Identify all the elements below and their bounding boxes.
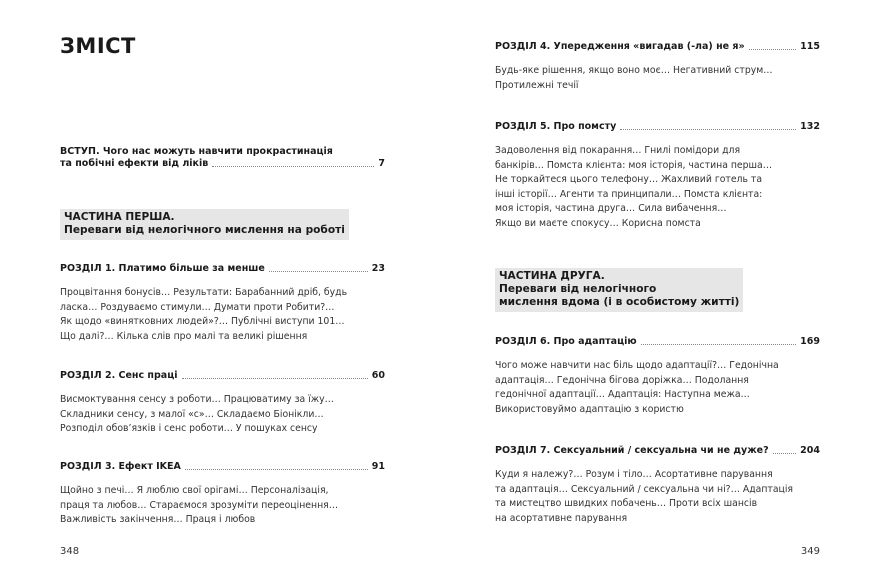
subsection-line: Куди я належу?… Розум і тіло… Асортативне парування — [495, 469, 773, 480]
subsection-line: Задоволення від покарання… Гнилі помідори для — [495, 145, 741, 156]
subsection-line: Протилежні течії — [495, 79, 579, 91]
page-number-right: 349 — [800, 546, 820, 557]
chapter-title: РОЗДІЛ 5. Про помсту — [495, 121, 617, 132]
subsection-line: на асортативне парування — [495, 512, 628, 524]
chapter-title: РОЗДІЛ 1. Платимо більше за менше — [60, 263, 265, 274]
subsection-line: банкірів… Помста клієнта: моя історія, частина перша… — [495, 159, 773, 171]
subsection-line: праця та любов… Стараємося зрозуміти переоцінення… — [60, 499, 339, 511]
subsection-line: Висмоктування сенсу з роботи… Працюватиму за їжу… — [60, 394, 334, 405]
subsection-line: та мистецтво швидких побачень… Проти всіх шансів — [495, 498, 758, 510]
chapter-title: РОЗДІЛ 6. Про адаптацію — [495, 336, 637, 347]
subsection-line: Що далі?… Кілька слів про малі та великі рішення — [60, 330, 308, 342]
subsection-line: інші історії… Агенти та принципали… Помста клієнта: — [495, 188, 763, 200]
subsection-line: Складники сенсу, з малої «с»… Складаємо Біонікли… — [60, 408, 324, 420]
subsection-line: Щойно з печі… Я люблю свої орігамі… Персоналізація, — [60, 485, 329, 496]
chapter-heading — [60, 461, 385, 473]
intro-page-number: 7 — [378, 158, 385, 169]
subsection-line: Не торкайтеся цього телефону… Жахливий готель та — [495, 174, 763, 186]
chapter-heading — [495, 41, 820, 53]
toc-entry-chapter-1 — [60, 263, 385, 344]
chapter-page-number: 91 — [371, 461, 385, 472]
chapter-page-number: 204 — [800, 445, 820, 456]
chapter-title: РОЗДІЛ 4. Упередження «вигадав (-ла) не я» — [495, 41, 745, 52]
chapter-page-number: 60 — [371, 370, 385, 381]
chapter-subsections — [495, 468, 820, 526]
leader-dots — [185, 469, 368, 470]
leader-dots — [269, 271, 368, 272]
leader-dots — [620, 129, 796, 130]
toc-entry-chapter-4 — [495, 41, 820, 93]
subsection-line: Будь-яке рішення, якщо воно моє… Негативний струм… — [495, 65, 773, 76]
subsection-line: Як щодо «винятковних людей»?… Публічні виступи 101… — [60, 316, 345, 328]
intro-title-line-1: ВСТУП. Чого нас можуть навчити прокрастинація — [60, 146, 333, 157]
chapter-page-number: 169 — [800, 336, 820, 347]
toc-entry-chapter-6 — [495, 336, 820, 417]
chapter-subsections — [495, 144, 820, 232]
subsection-line: гедонічної адаптації… Адаптація: Наступна межа… — [495, 389, 750, 401]
leader-dots — [773, 453, 797, 454]
subsection-line: Використовуймо адаптацію з користю — [495, 403, 684, 415]
subsection-line: Процвітання бонусів… Результати: Барабанний дріб, будь — [60, 287, 348, 298]
intro-title-line-2-row — [60, 158, 385, 170]
part-one-subtitle: Переваги від нелогічного мислення на роботі — [64, 224, 345, 236]
chapter-page-number: 115 — [800, 41, 820, 52]
chapter-heading — [495, 336, 820, 348]
part-one-heading — [60, 209, 349, 240]
chapter-page-number: 23 — [371, 263, 385, 274]
leader-dots — [641, 344, 797, 345]
chapter-subsections — [495, 64, 820, 93]
subsection-line: Якщо ви маєте спокусу… Корисна помста — [495, 217, 701, 229]
chapter-subsections — [60, 286, 385, 344]
part-two-subtitle-line-2: мислення вдома (і в особистому житті) — [499, 296, 740, 308]
chapter-subsections — [495, 359, 820, 417]
leader-dots — [212, 166, 374, 167]
subsection-line: Розподіл обов’язків і сенс роботи… У пошуках сенсу — [60, 423, 318, 435]
chapter-subsections — [60, 484, 385, 528]
leader-dots — [749, 49, 797, 50]
page-number-left: 348 — [60, 546, 80, 557]
subsection-line: та адаптація… Сексуальний / сексуальна чи ні?… Адаптація — [495, 483, 794, 495]
toc-entry-chapter-5 — [495, 121, 820, 232]
toc-entry-chapter-2 — [60, 370, 385, 437]
chapter-heading — [60, 263, 385, 275]
right-page — [435, 0, 870, 587]
toc-entry-intro — [60, 145, 385, 170]
subsection-line: Важливість закінчення… Праця і любов — [60, 514, 256, 526]
part-two-label: ЧАСТИНА ДРУГА. — [499, 270, 605, 282]
chapter-page-number: 132 — [800, 121, 820, 132]
leader-dots — [182, 378, 368, 379]
part-one-label: ЧАСТИНА ПЕРША. — [64, 211, 175, 223]
subsection-line: ласка… Роздуваємо стимули… Думати проти Робити?… — [60, 301, 335, 313]
toc-entry-chapter-7 — [495, 445, 820, 526]
subsection-line: Чого може навчити нас біль щодо адаптації?… Гедонічна — [495, 360, 779, 371]
toc-entry-chapter-3 — [60, 461, 385, 528]
chapter-subsections — [60, 393, 385, 437]
chapter-title: РОЗДІЛ 7. Сексуальний / сексуальна чи не дуже? — [495, 445, 769, 456]
intro-title-line-2: та побічні ефекти від ліків — [60, 158, 209, 169]
toc-title: ЗМІСТ — [60, 34, 136, 58]
chapter-title: РОЗДІЛ 2. Сенс праці — [60, 370, 178, 381]
chapter-heading — [495, 121, 820, 133]
part-two-heading — [495, 268, 743, 312]
subsection-line: моя історія, частина друга… Сила вибачення… — [495, 203, 727, 215]
part-two-subtitle-line-1: Переваги від нелогічного — [499, 283, 657, 295]
chapter-heading — [495, 445, 820, 457]
chapter-title: РОЗДІЛ 3. Ефект IKEA — [60, 461, 181, 472]
subsection-line: адаптація… Гедонічна бігова доріжка… Подолання — [495, 374, 749, 386]
chapter-heading — [60, 370, 385, 382]
